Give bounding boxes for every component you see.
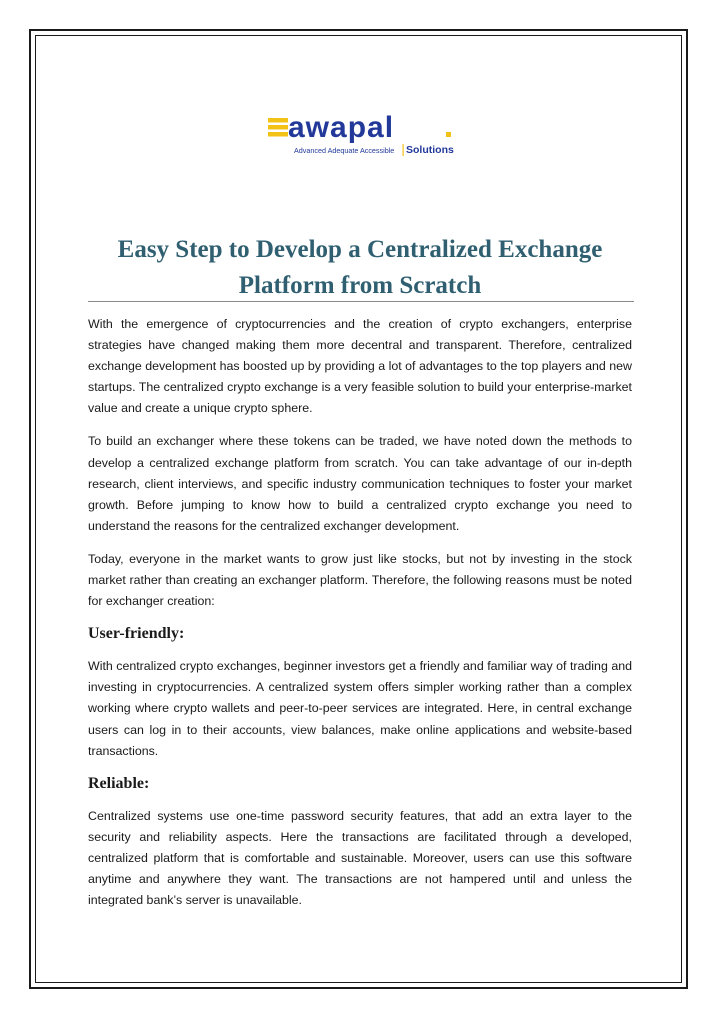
intro-paragraph-1: With the emergence of cryptocurrencies and the creation of crypto exchangers, enterprise strategies have changed making them more decentral and transparent. Therefore, centralized exchange development has boosted up by providing a lot of advantages to the top players and new startups. The centralized crypto exchange is a very feasible solution to build your enterprise-market value and create a unique crypto sphere. <box>88 317 632 416</box>
awapal-logo-graphic <box>264 52 454 222</box>
logo-dot <box>446 132 451 137</box>
section-text-user-friendly: With centralized crypto exchanges, beginner investors get a friendly and familiar way of trading and investing in cryptocurrencies. A centralized system offers simpler working rather than a complex working where crypto wallets and peer-to-peer services are integrated. Here, in central exchange users can log in to their accounts, view balances, make online applications and website-based transactions. <box>88 659 632 758</box>
logo-suffix: Solutions <box>406 144 454 156</box>
intro-paragraph-3: Today, everyone in the market wants to grow just like stocks, but not by investing in the stock market rather than creating an exchanger platform. Therefore, the following reasons must be noted for exchanger creation: <box>88 551 632 609</box>
document-body <box>88 314 632 923</box>
section-heading-user-friendly: User-friendly: <box>88 625 185 643</box>
document-title <box>88 232 632 304</box>
logo-stripe-3 <box>268 132 288 137</box>
logo-stripe-2 <box>268 125 288 130</box>
logo-wordmark: awapal <box>288 111 395 144</box>
section-text-reliable: Centralized systems use one-time password security features, that add an extra layer to the security and reliability aspects. Here the transactions are facilitated through a developed, centralized platform that is comfortable and sustainable. Moreover, users can use this software anytime and anywhere they want. The transactions are not hampered until and unless the integrated bank’s server is unavailable. <box>88 808 632 908</box>
logo-tagline: Advanced Adequate Accessible <box>294 146 395 155</box>
section-heading-reliable: Reliable: <box>88 774 150 792</box>
title-divider <box>88 301 634 302</box>
document-title-line-2: Platform from Scratch <box>238 272 482 299</box>
awapal-logo <box>264 52 454 222</box>
logo-stripe-1 <box>268 118 288 123</box>
intro-paragraph-2: To build an exchanger where these tokens can be traded, we have noted down the methods to develop a centralized exchange platform from scratch. You can take advantage of our in-depth research, client interviews, and specific industry communication techniques to foster your market growth. Before jumping to know how to build a centralized crypto exchange you need to understand the reasons for the centralized exchanger development. <box>88 434 632 533</box>
logo-divider <box>403 144 404 156</box>
document-title-line-1: Easy Step to Develop a Centralized Exchange <box>117 236 603 263</box>
